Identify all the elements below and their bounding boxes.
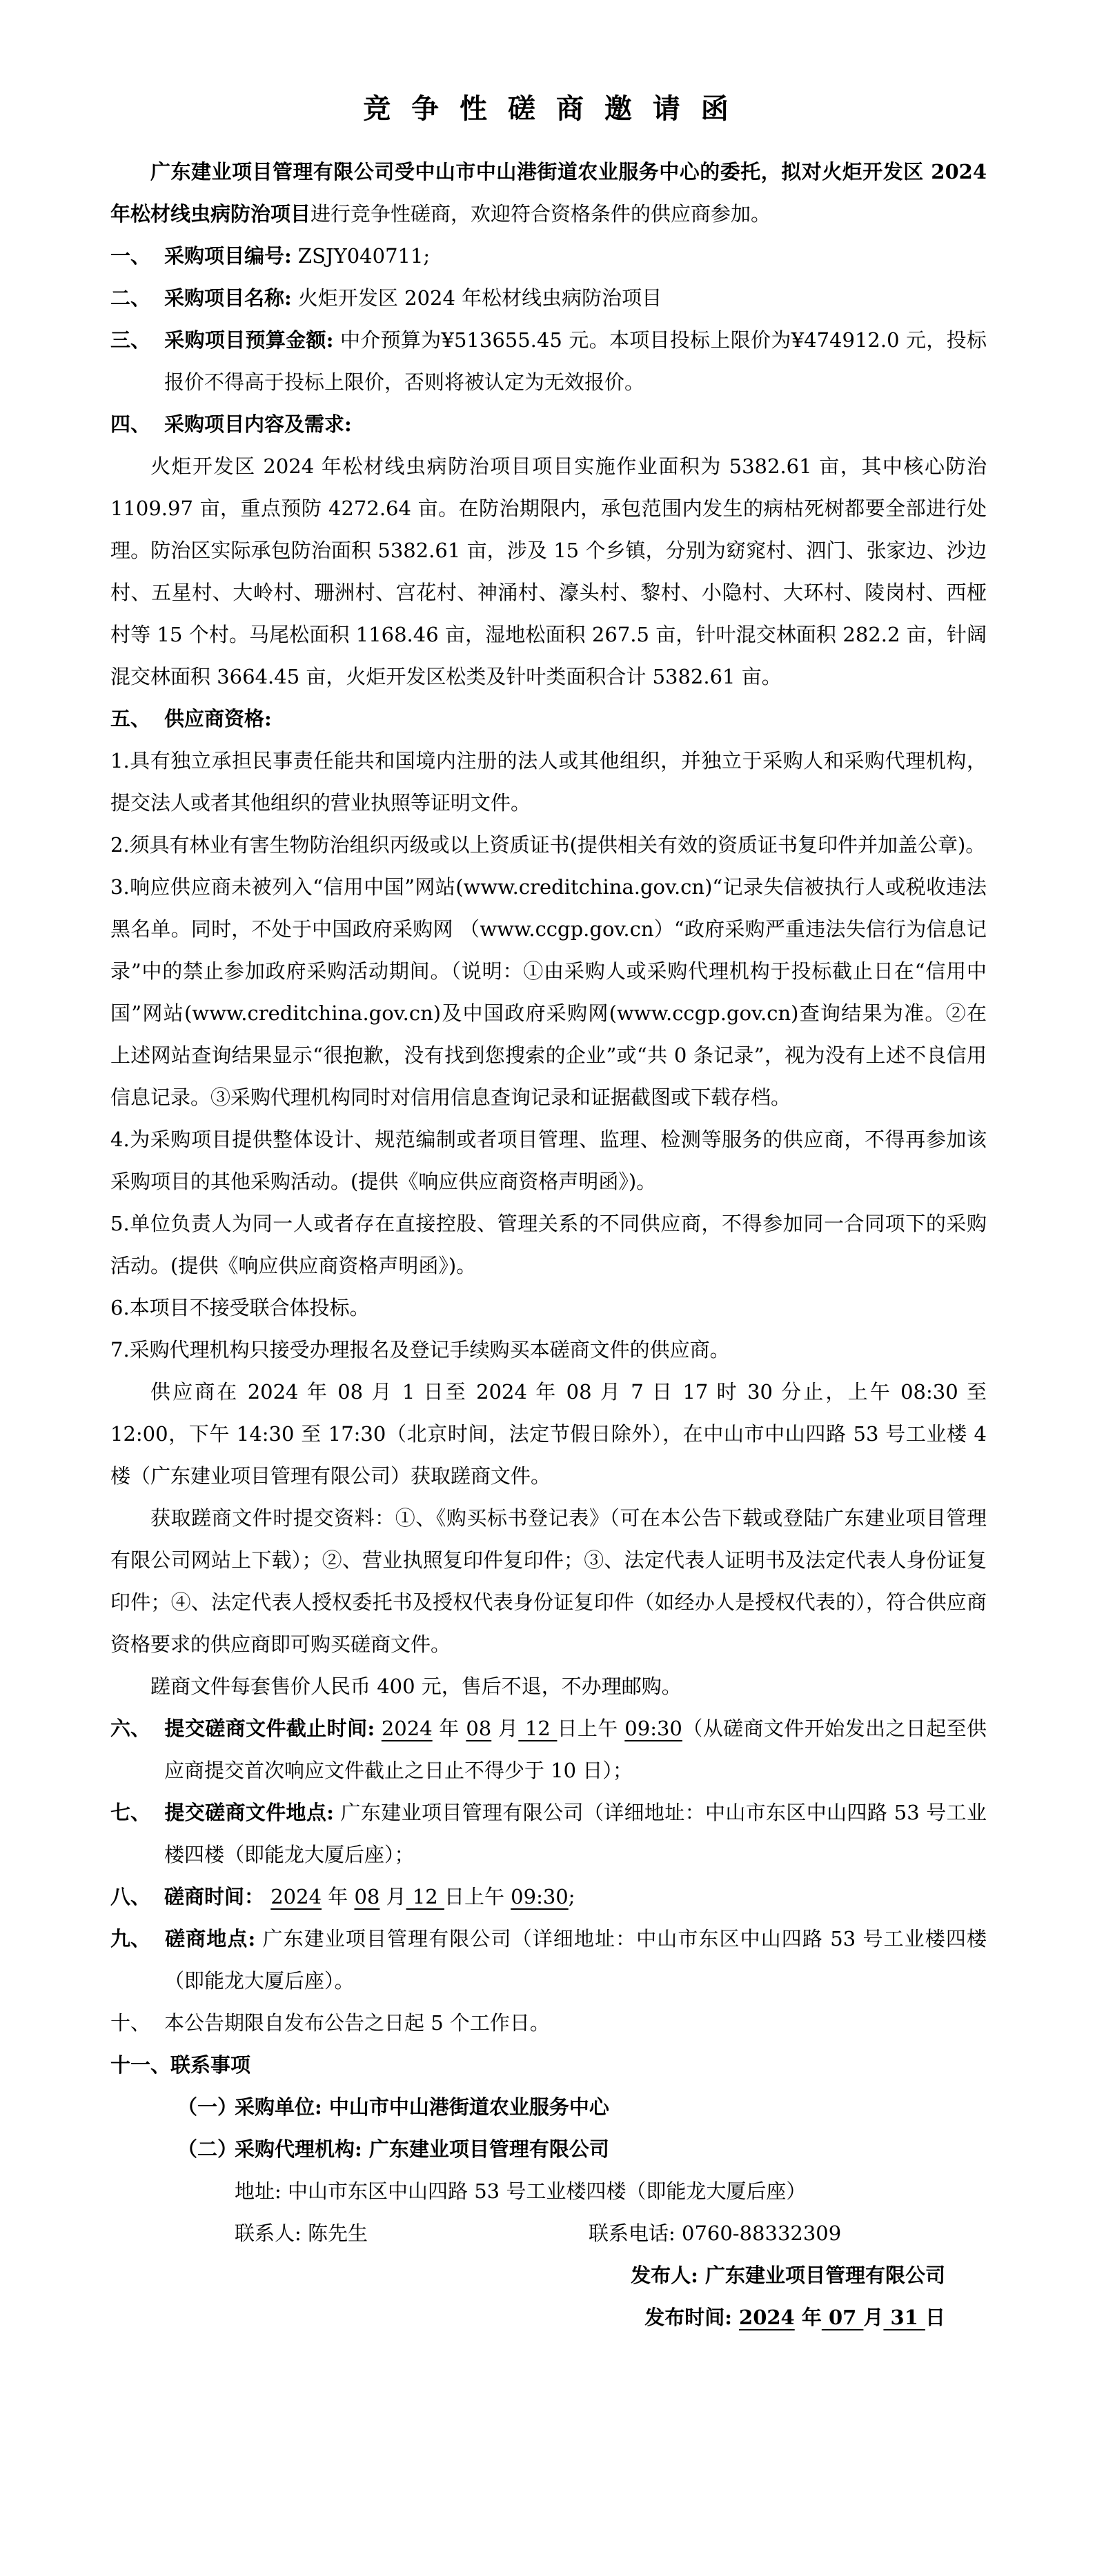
item-5-label: 供应商资格: [164,707,272,730]
qualification-7: 7.采购代理机构只接受办理报名及登记手续购买本磋商文件的供应商。 [110,1338,730,1361]
item-7-value: 广东建业项目管理有限公司（详细地址：中山市东区中山四路 53 号工业楼四楼（即能龙大厦后座）； [164,1801,987,1866]
item-9-value: 广东建业项目管理有限公司（详细地址：中山市东区中山四路 53 号工业楼四楼（即能龙大厦后座）。 [164,1927,987,1993]
item-9 [110,1918,987,2002]
publisher-line [110,2255,987,2297]
publish-sep1: 年 [794,2306,822,2329]
item-8-rest: ; [568,1885,575,1908]
publish-month: 07 [821,2306,864,2329]
item-4-body: 火炬开发区 2024 年松材线虫病防治项目项目实施作业面积为 5382.61 亩，其中核心防治 1109.97 亩，重点预防 4272.64 亩。在防治期限内，承包范围内发生的病枯死树都要全部进行处理。防治区实际承包防治面积 5382.61 亩，涉及 15 个乡镇，分别为窈窕村、泗门、张家边、沙边村、五星村、大岭村、珊洲村、宫花村、神涌村、濠头村、黎村、小隐村、大环村、陵岗村、西桠村等 15 个村。马尾松面积 1168.46 亩，湿地松面积 267.5 亩，针叶混交林面积 282.2 亩，针阔混交林面积 3664.45 亩，火炬开发区松类及针叶类面积合计 5382.61 亩。 [110,455,987,688]
qualification-6: 6.本项目不接受联合体投标。 [110,1296,370,1319]
item-3-label: 采购项目预算金额: [164,328,334,352]
doc-title: 竞 争 性 磋 商 邀 请 函 [363,92,734,125]
publish-sep3: 日 [925,2306,945,2329]
item-4-number: 四、 [110,412,151,436]
item-2 [110,277,987,319]
contact-value: 陈先生 [301,2221,368,2245]
item-8-sep3: 日上午 [444,1885,511,1908]
item-11-label: 联系事项 [170,2053,251,2077]
publish-year: 2024 [739,2306,795,2329]
publisher-label: 发布人: [631,2264,698,2287]
publisher-value: 广东建业项目管理有限公司 [698,2264,945,2287]
intro-normal-text: 进行竞争性磋商，欢迎符合资格条件的供应商参加。 [310,202,771,226]
qualification-2: 2.须具有林业有害生物防治组织丙级或以上资质证书(提供相关有效的资质证书复印件并加盖公章)。 [110,833,986,857]
item-10 [110,2002,987,2044]
obtain-document-paragraph: 供应商在 2024 年 08 月 1 日至 2024 年 08 月 7 日 17 时 30 分止，上午 08:30 至 12:00，下午 14:30 至 17:30（北京时间，法定节假日除外），在中山市中山四路 53 号工业楼 4 楼（广东建业项目管理有限公司）获取蹉商文件。 [110,1380,987,1488]
agency-number: （二） [177,2137,238,2161]
agency-value: 广东建业项目管理有限公司 [362,2137,609,2161]
item-8-space [264,1885,270,1908]
item-3-value: 中介预算为¥513655.45 元。本项目投标上限价为¥474912.0 元，投标报价不得高于投标上限价，否则将被认定为无效报价。 [164,328,987,394]
item-8-sep2: 月 [379,1885,406,1908]
document-page [110,0,987,2339]
qualification-1: 1.具有独立承担民事责任能共和国境内注册的法人或其他组织，并独立于采购人和采购代理机构，提交法人或者其他组织的营业执照等证明文件。 [110,749,987,815]
meeting-year: 2024 [270,1885,322,1908]
item-7-number: 七、 [110,1801,151,1824]
qualification-5: 5.单位负责人为同一人或者存在直接控股、管理关系的不同供应商，不得参加同一合同项下的采购活动。(提供《响应供应商资格声明函》)。 [110,1212,987,1277]
intro-paragraph [110,151,987,235]
phone [589,2221,841,2245]
item-4-label: 采购项目内容及需求: [164,412,352,436]
meeting-day: 12 [406,1885,444,1908]
item-11-number: 十一、 [110,2053,171,2077]
materials-paragraph: 获取蹉商文件时提交资料：①、《购买标书登记表》（可在本公告下载或登陆广东建业项目管理有限公司网站上下载）；②、营业执照复印件复印件；③、法定代表人证明书及法定代表人身份证复印件；④、法定代表人授权委托书及授权代表身份证复印件（如经办人是授权代表的），符合供应商资格要求的供应商即可购买磋商文件。 [110,1506,987,1656]
qualification-4: 4.为采购项目提供整体设计、规范编制或者项目管理、监理、检测等服务的供应商，不得再参加该采购项目的其他采购活动。(提供《响应供应商资格声明函》)。 [110,1128,987,1193]
item-6-sep2: 月 [491,1717,519,1740]
intro-bold-text: 广东建业项目管理有限公司受中山市中山港街道农业服务中心的委托，拟对火炬开发区 2024 年松材线虫病防治项目 [110,160,987,226]
purchaser-value: 中山市中山港街道农业服务中心 [322,2095,609,2119]
address-line [110,2170,987,2213]
item-6-label: 提交磋商文件截止时间: [164,1717,375,1740]
qualification-3: 3.响应供应商未被列入“信用中国”网站(www.creditchina.gov.cn)“记录失信被执行人或税收违法黑名单。同时，不处于中国政府采购网 （www.ccgp.gov.cn）“政府采购严重违法失信行为信息记录”中的禁止参加政府采购活动期间。（说明：①由采购人或采购代理机构于投标截止日在“信用中国”网站(www.creditchina.gov.cn)及中国政府采购网(www.ccgp.gov.cn)查询结果为准。②在上述网站查询结果显示“很抱歉，没有找到您搜索的企业”或“共 0 条记录”，视为没有上述不良信用信息记录。③采购代理机构同时对信用信息查询记录和证据截图或下载存档。 [110,875,987,1109]
item-3-number: 三、 [110,328,151,352]
address-label: 地址: [235,2179,282,2203]
item-2-value: 火炬开发区 2024 年松材线虫病防治项目 [291,286,662,310]
item-8-label: 磋商时间： [164,1885,265,1908]
item-1-value: ZSJY040711; [291,244,431,268]
address-value: 中山市东区中山四路 53 号工业楼四楼（即能龙大厦后座） [281,2179,807,2203]
publish-sep2: 月 [863,2306,884,2329]
item-6-rest: （从磋商文件开始发出之日起至供应商提交首次响应文件截止之日止不得少于 10 日）； [164,1717,987,1782]
item-10-value: 本公告期限自发布公告之日起 5 个工作日。 [164,2011,550,2035]
price-paragraph: 蹉商文件每套售价人民币 400 元，售后不退，不办理邮购。 [150,1675,682,1698]
item-10-number: 十、 [110,2011,151,2035]
deadline-year: 2024 [381,1717,433,1740]
contact-line [110,2213,987,2255]
publish-day: 31 [883,2306,925,2329]
doc-body [110,151,987,2339]
item-6-sep1: 年 [432,1717,466,1740]
item-7-label: 提交磋商文件地点: [164,1801,334,1824]
item-6-number: 六、 [110,1717,151,1740]
contact-label: 联系人: [235,2221,302,2245]
deadline-time: 09:30 [624,1717,682,1740]
deadline-month: 08 [466,1717,492,1740]
item-5-number: 五、 [110,707,151,730]
publish-date-label: 发布时间: [644,2306,740,2329]
item-1 [110,235,987,277]
purchaser-number: （一） [177,2095,238,2119]
item-6-space [375,1717,382,1740]
deadline-day: 12 [518,1717,558,1740]
meeting-month: 08 [354,1885,380,1908]
meeting-time: 09:30 [511,1885,569,1908]
phone-label: 联系电话: [589,2221,675,2245]
purchaser-line [110,2086,987,2128]
item-7 [110,1792,987,1876]
publish-date-line [110,2297,987,2339]
item-8-number: 八、 [110,1885,151,1908]
agency-line [110,2128,987,2170]
item-5 [110,698,987,740]
item-1-label: 采购项目编号: [164,244,292,268]
item-6-sep3: 日上午 [557,1717,625,1740]
agency-label: 采购代理机构: [235,2137,362,2161]
phone-value: 0760-88332309 [675,2221,842,2245]
item-8 [110,1876,987,1918]
purchaser-label: 采购单位: [235,2095,322,2119]
item-2-label: 采购项目名称: [164,286,292,310]
item-6 [110,1708,987,1792]
item-11 [110,2044,987,2086]
item-2-number: 二、 [110,286,151,310]
item-1-number: 一、 [110,244,151,268]
item-3 [110,319,987,403]
contact-person [235,2213,589,2255]
item-9-number: 九、 [110,1927,151,1950]
item-9-label: 磋商地点: [164,1927,256,1950]
item-4 [110,403,987,446]
item-8-sep1: 年 [322,1885,355,1908]
